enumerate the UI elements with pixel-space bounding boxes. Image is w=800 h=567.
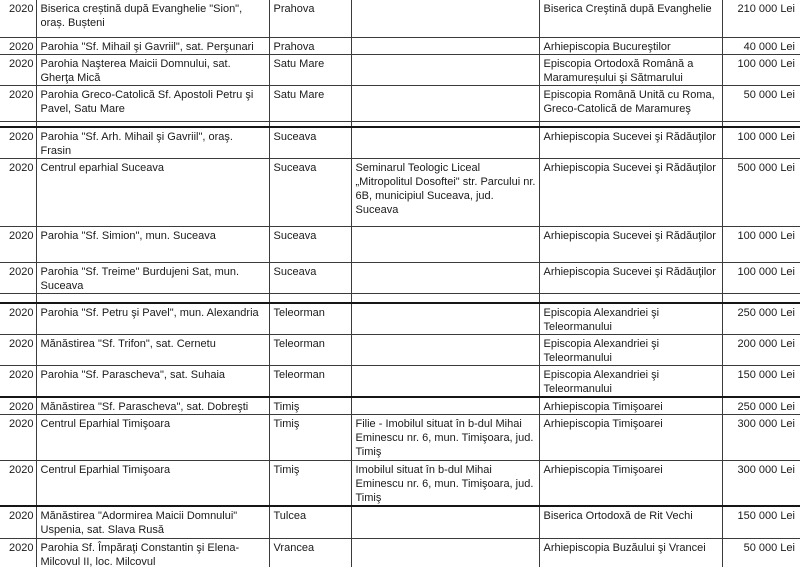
cell-name: Parohia "Sf. Simion", mun. Suceava — [36, 227, 269, 263]
cell-notes — [351, 37, 539, 54]
cell-county: Satu Mare — [269, 85, 351, 121]
cell-diocese: Episcopia Alexandriei şi Teleormanului — [539, 365, 722, 397]
cell-county: Suceava — [269, 159, 351, 227]
cell-notes — [351, 365, 539, 397]
cell-notes — [351, 506, 539, 538]
cell-county: Vrancea — [269, 538, 351, 567]
cell-notes — [351, 334, 539, 365]
cell-name: Centrul eparhial Suceava — [36, 159, 269, 227]
cell-county: Teleorman — [269, 303, 351, 335]
table-row — [0, 85, 800, 121]
cell-year: 2020 — [0, 85, 36, 121]
cell-name: Biserica creștină după Evanghelie "Sion", oraș. Bușteni — [36, 0, 269, 37]
cell-amount: 250 000 Lei — [722, 397, 800, 415]
cell-year: 2020 — [0, 37, 36, 54]
cell-amount: 250 000 Lei — [722, 303, 800, 335]
cell-county: Suceava — [269, 263, 351, 294]
cell-year: 2020 — [0, 0, 36, 37]
cell-name: Mănăstirea "Sf. Parascheva", sat. Dobreşti — [36, 397, 269, 415]
cell-name: Parohia "Sf. Parascheva", sat. Suhaia — [36, 365, 269, 397]
table-row — [0, 127, 800, 159]
cell-county: Timiş — [269, 397, 351, 415]
cell-name: Parohia Sf. Împăraţi Constantin şi Elena- Milcovul II, loc. Milcovul — [36, 538, 269, 567]
spacer-cell — [722, 294, 800, 303]
table-row — [0, 0, 800, 37]
cell-notes: Filie - Imobilul situat în b-dul Mihai Eminescu nr. 6, mun. Timişoara, jud. Timiş — [351, 415, 539, 461]
cell-name: Parohia "Sf. Arh. Mihail şi Gavriil", oraş. Frasin — [36, 127, 269, 159]
cell-county: Suceava — [269, 127, 351, 159]
group-separator-row — [0, 294, 800, 303]
cell-year: 2020 — [0, 263, 36, 294]
cell-year: 2020 — [0, 461, 36, 507]
cell-amount: 100 000 Lei — [722, 127, 800, 159]
cell-diocese: Episcopia Ortodoxă Română a Maramureșului şi Sătmarului — [539, 54, 722, 85]
cell-notes — [351, 127, 539, 159]
cell-notes — [351, 54, 539, 85]
cell-notes — [351, 538, 539, 567]
cell-amount: 50 000 Lei — [722, 538, 800, 567]
cell-amount: 500 000 Lei — [722, 159, 800, 227]
cell-amount: 100 000 Lei — [722, 227, 800, 263]
cell-notes — [351, 263, 539, 294]
cell-year: 2020 — [0, 334, 36, 365]
cell-diocese: Biserica Ortodoxă de Rit Vechi — [539, 506, 722, 538]
cell-diocese: Arhiepiscopia Timişoarei — [539, 397, 722, 415]
cell-notes — [351, 0, 539, 37]
cell-amount: 300 000 Lei — [722, 415, 800, 461]
cell-county: Suceava — [269, 227, 351, 263]
table-row — [0, 415, 800, 461]
cell-notes — [351, 397, 539, 415]
cell-notes — [351, 85, 539, 121]
table-row — [0, 538, 800, 567]
cell-year: 2020 — [0, 227, 36, 263]
cell-diocese: Episcopia Română Unită cu Roma, Greco-Catolică de Maramureş — [539, 85, 722, 121]
cell-diocese: Episcopia Alexandriei şi Teleormanului — [539, 303, 722, 335]
cell-name: Mănăstirea "Sf. Trifon", sat. Cernetu — [36, 334, 269, 365]
cell-diocese: Biserica Creştină după Evanghelie — [539, 0, 722, 37]
cell-diocese: Arhiepiscopia Sucevei şi Rădăuţilor — [539, 127, 722, 159]
cell-county: Teleorman — [269, 365, 351, 397]
cell-diocese: Arhiepiscopia Sucevei şi Rădăuţilor — [539, 263, 722, 294]
cell-diocese: Arhiepiscopia Sucevei şi Rădăuţilor — [539, 159, 722, 227]
cell-notes — [351, 227, 539, 263]
cell-diocese: Episcopia Alexandriei şi Teleormanului — [539, 334, 722, 365]
cell-county: Prahova — [269, 37, 351, 54]
cell-name: Centrul Eparhial Timişoara — [36, 461, 269, 507]
table-row — [0, 303, 800, 335]
cell-year: 2020 — [0, 159, 36, 227]
cell-diocese: Arhiepiscopia Sucevei şi Rădăuţilor — [539, 227, 722, 263]
cell-name: Parohia Naşterea Maicii Domnului, sat. Gherţa Mică — [36, 54, 269, 85]
cell-name: Parohia "Sf. Treime" Burdujeni Sat, mun. Suceava — [36, 263, 269, 294]
spacer-cell — [36, 294, 269, 303]
table-row — [0, 397, 800, 415]
cell-amount: 50 000 Lei — [722, 85, 800, 121]
cell-amount: 200 000 Lei — [722, 334, 800, 365]
cell-year: 2020 — [0, 415, 36, 461]
cell-diocese: Arhiepiscopia Buzăului şi Vrancei — [539, 538, 722, 567]
table-row — [0, 227, 800, 263]
cell-county: Tulcea — [269, 506, 351, 538]
cell-name: Mănăstirea "Adormirea Maicii Domnului" Uspenia, sat. Slava Rusă — [36, 506, 269, 538]
cell-notes: Seminarul Teologic Liceal „Mitropolitul Dosoftei" str. Parcului nr. 6B, municipiul Suceava, jud. Suceava — [351, 159, 539, 227]
table-row — [0, 37, 800, 54]
spacer-cell — [269, 294, 351, 303]
cell-name: Parohia "Sf. Petru şi Pavel", mun. Alexandria — [36, 303, 269, 335]
cell-diocese: Arhiepiscopia Bucureştilor — [539, 37, 722, 54]
table-row — [0, 54, 800, 85]
cell-year: 2020 — [0, 538, 36, 567]
cell-diocese: Arhiepiscopia Timişoarei — [539, 415, 722, 461]
cell-county: Prahova — [269, 0, 351, 37]
cell-amount: 210 000 Lei — [722, 0, 800, 37]
cell-name: Parohia "Sf. Mihail şi Gavriil", sat. Perşunari — [36, 37, 269, 54]
cell-notes: Imobilul situat în b-dul Mihai Eminescu nr. 6, mun. Timişoara, jud. Timiş — [351, 461, 539, 507]
cell-year: 2020 — [0, 127, 36, 159]
table-row — [0, 365, 800, 397]
cell-name: Parohia Greco-Catolică Sf. Apostoli Petru şi Pavel, Satu Mare — [36, 85, 269, 121]
table-row — [0, 159, 800, 227]
cell-county: Timiş — [269, 461, 351, 507]
cell-amount: 150 000 Lei — [722, 506, 800, 538]
cell-year: 2020 — [0, 397, 36, 415]
cell-year: 2020 — [0, 303, 36, 335]
cell-amount: 100 000 Lei — [722, 54, 800, 85]
spacer-cell — [539, 294, 722, 303]
table-row — [0, 506, 800, 538]
table-row — [0, 263, 800, 294]
table-row — [0, 334, 800, 365]
table-row — [0, 461, 800, 507]
cell-year: 2020 — [0, 54, 36, 85]
cell-amount: 40 000 Lei — [722, 37, 800, 54]
spacer-cell — [0, 294, 36, 303]
cell-county: Timiş — [269, 415, 351, 461]
cell-county: Teleorman — [269, 334, 351, 365]
cell-year: 2020 — [0, 365, 36, 397]
cell-amount: 300 000 Lei — [722, 461, 800, 507]
cell-amount: 150 000 Lei — [722, 365, 800, 397]
cell-amount: 100 000 Lei — [722, 263, 800, 294]
cell-county: Satu Mare — [269, 54, 351, 85]
cell-diocese: Arhiepiscopia Timişoarei — [539, 461, 722, 507]
cell-name: Centrul Eparhial Timişoara — [36, 415, 269, 461]
spacer-cell — [351, 294, 539, 303]
cell-year: 2020 — [0, 506, 36, 538]
cell-notes — [351, 303, 539, 335]
